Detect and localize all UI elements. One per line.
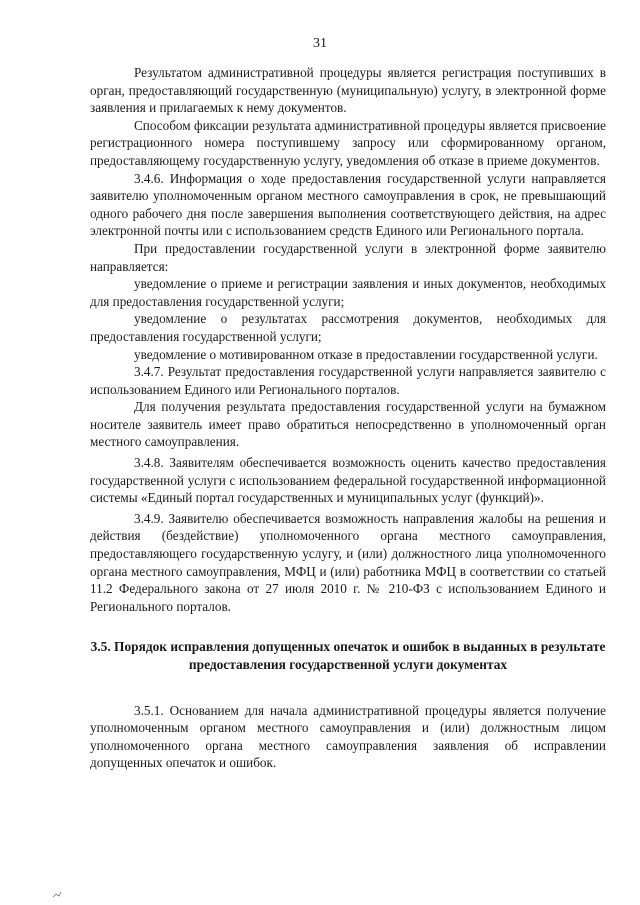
section-heading: 3.5. Порядок исправления допущенных опечаток и ошибок в выданных в результате предоставления государственной услуги документах xyxy=(90,639,606,672)
paragraph: При предоставлении государственной услуги в электронной форме заявителю направляется: xyxy=(90,240,606,274)
paragraph: 3.4.6. Информация о ходе предоставления государственной услуги направляется заявителю уполномоченным органом местного самоуправления в срок, не превышающий одного рабочего дня после завершения выполнения соответствующего действия, на адрес электронной почты или с использованием средств Единого или Регионального портала. xyxy=(90,170,606,239)
paragraph: Для получения результата предоставления государственной услуги на бумажном носителе заявитель имеет право обратиться непосредственно в уполномоченный орган местного самоуправления. xyxy=(90,399,606,450)
paragraph: 3.4.7. Результат предоставления государственной услуги направляется заявителю с использованием Единого или Регионального порталов. xyxy=(90,364,606,397)
document-body xyxy=(90,64,606,772)
paragraph: уведомление о мотивированном отказе в предоставлении государственной услуги. xyxy=(134,346,598,362)
scan-mark xyxy=(52,891,62,899)
paragraph: Способом фиксации результата административной процедуры является присвоение регистрационного номера поступившему запросу или сформированному органом, предоставляющему государственную услугу, уведомления об отказе в приеме документов. xyxy=(90,117,606,168)
page-number: 31 xyxy=(313,36,327,51)
paragraph: уведомление о приеме и регистрации заявления и иных документов, необходимых для предоставления государственной услуги; xyxy=(90,276,606,309)
paragraph: 3.4.8. Заявителям обеспечивается возможность оценить качество предоставления государственной услуги с использованием федеральной государственной информационной системы «Единый портал государственных и муниципальных услуг (функций)». xyxy=(90,455,606,506)
paragraph: 3.4.9. Заявителю обеспечивается возможность направления жалобы на решения и действия (бездействие) уполномоченного органа местного самоуправления, предоставляющего государственную услугу, и (или) должностного лица уполномоченного органа местного самоуправления, МФЦ и (или) работника МФЦ в соответствии со статьей 11.2 Федерального закона от 27 июля 2010 г. № 210-ФЗ с использованием Единого и Регионального порталов. xyxy=(90,510,606,614)
paragraph: 3.5.1. Основанием для начала административной процедуры является получение уполномоченным органом местного самоуправления и (или) должностным лицом уполномоченного органа местного самоуправления заявления об исправлении допущенных опечаток и ошибок. xyxy=(90,702,606,771)
paragraph: уведомление о результатах рассмотрения документов, необходимых для предоставления государственной услуги; xyxy=(90,311,606,344)
paragraph: Результатом административной процедуры является регистрация поступивших в орган, предоставляющий государственную (муниципальную) услугу, в электронной форме заявления и прилагаемых к нему документов. xyxy=(90,65,606,116)
